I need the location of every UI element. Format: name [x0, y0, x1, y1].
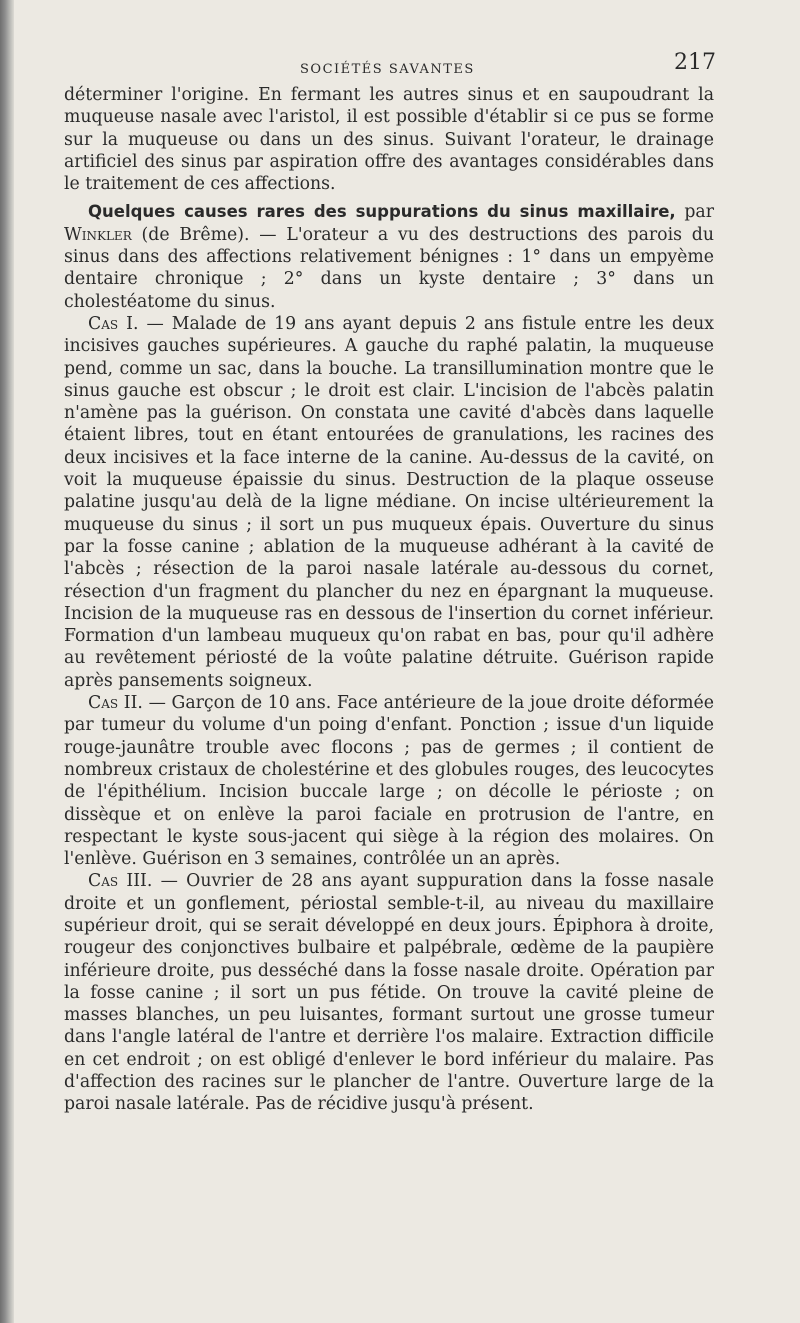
- case-1-text: — Malade de 19 ans ayant depuis 2 ans fistule entre les deux incisives gauches supérieures. A gauche du raphé palatin, la muqueuse pend, comme un sac, dans la bouche. La transillumination montre que le sinus gauche est obscur ; le droit est clair. L'incision de l'abcès palatin n'amène pas la guérison. On constata une cavité d'abcès dans laquelle étaient libres, tout en étant entourées de granulations, les racines des deux incisives et la face interne de la canine. Au-dessus de la cavité, on voit la muqueuse épaissie du sinus. Destruction de la plaque osseuse palatine jusqu'au delà de la ligne médiane. On incise ultérieurement la muqueuse du sinus ; il sort un pus muqueux épais. Ouverture du sinus par la fosse canine ; ablation de la muqueuse adhérant à la cavité de l'abcès ; résection de la paroi nasale latérale au-dessous du cornet, résection d'un fragment du plancher du nez en épargnant la muqueuse. Incision de la muqueuse ras en dessous de l'insertion du cornet inférieur. Formation d'un lambeau muqueux qu'on rabat en bas, pour qu'il adhère au revêtement périosté de la voûte palatine détruite. Guérison rapide après pansements soigneux.: [64, 313, 714, 691]
- section-author: Winkler: [64, 224, 132, 245]
- page-number: 217: [674, 50, 716, 75]
- section-title: Quelques causes rares des suppurations du sinus maxillaire,: [88, 202, 676, 222]
- paragraph-intro: déterminer l'origine. En fermant les autres sinus et en saupoudrant la muqueuse nasale avec l'aristol, il est possible d'établir si ce pus se forme sur la muqueuse ou dans un des sinus. Suivant l'orateur, le drainage artificiel des sinus par aspiration offre des avantages considérables dans le traitement de ces affections.: [64, 85, 714, 195]
- book-page: [64, 40, 714, 1116]
- page-body: [64, 84, 714, 1116]
- case-2-text: — Garçon de 10 ans. Face antérieure de la joue droite déformée par tumeur du volume d'un poing d'enfant. Ponction ; issue d'un liquide rouge-jaunâtre trouble avec flocons ; pas de germes ; il contient de nombreux cristaux de cholestérine et des globules rouges, des leucocytes de l'épithélium. Incision buccale large ; on décolle le périoste ; on dissèque et on enlève la paroi faciale en protrusion de l'antre, en respectant le kyste sous-jacent qui siège à la région des molaires. On l'enlève. Guérison en 3 semaines, contrôlée un an après.: [64, 693, 715, 870]
- book-binding-edge: [0, 0, 14, 1323]
- case-1-label: Cas I.: [88, 313, 139, 334]
- case-3-text: — Ouvrier de 28 ans ayant suppuration dans la fosse nasale droite et un gonflement, périostal semble-t-il, au niveau du maxillaire supérieur droit, qui se serait développé en deux jours. Épiphora à droite, rougeur des conjonctives bulbaire et palpébrale, œdème de la paupière inférieure droite, pus desséché dans la fosse nasale droite. Opération par la fosse canine ; il sort un pus fétide. On trouve la cavité pleine de masses blanches, un peu luisantes, formant surtout une grosse tumeur dans l'angle latéral de l'antre et derrière l'os malaire. Extraction difficile en cet endroit ; on est obligé d'enlever le bord inférieur du malaire. Pas d'affection des racines sur le plancher de l'antre. Ouverture large de la paroi nasale latérale. Pas de récidive jusqu'à présent.: [64, 871, 714, 1115]
- case-2-paragraph: [64, 692, 714, 870]
- section-par: par: [675, 202, 714, 223]
- case-1-paragraph: [64, 313, 714, 692]
- page-header: [64, 40, 714, 84]
- running-title: SOCIÉTÉS SAVANTES: [300, 62, 475, 77]
- case-3-label: Cas III.: [88, 871, 153, 892]
- case-3-paragraph: [64, 870, 714, 1115]
- section-text: (de Brême). — L'orateur a vu des destructions des parois du sinus dans des affections relativement bénignes : 1° dans un empyème dentaire chronique ; 2° dans un kyste dentaire ; 3° dans un cholestéatome du sinus.: [64, 224, 714, 312]
- case-2-label: Cas II.: [88, 693, 143, 714]
- section-paragraph: [64, 201, 714, 312]
